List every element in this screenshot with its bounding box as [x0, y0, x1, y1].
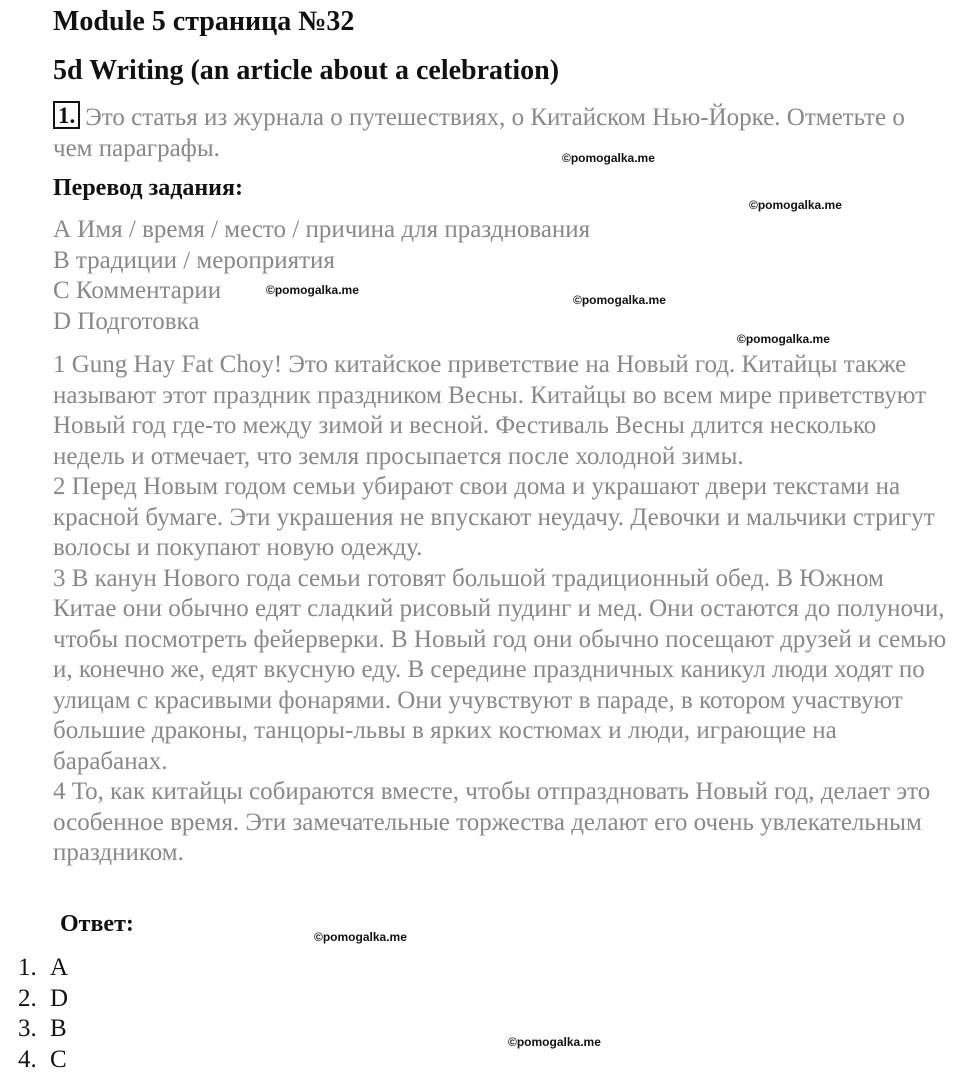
paragraph-2: 2 Перед Новым годом семьи убирают свои дома и украшают двери текстами на красной бумаге. Эти украшения не впускают неудачу. Девочки и мальчики стригут волосы и покупают новую одежду.: [53, 473, 935, 561]
paragraph-3: 3 В канун Нового года семьи готовят большой традиционный обед. В Южном Китае они обычно едят сладкий рисовый пудинг и мед. Они остаются до полуночи, чтобы посмотреть фейерверки. В Новый год они обычно посещают друзей и семью и, конечно же, едят вкусную еду. В середине праздничных каникул люди ходят по улицам с красивыми фонарями. Они учувствуют в параде, в котором участвуют большие драконы, танцоры-львы в ярких костюмах и люди, играющие на барабанах.: [53, 564, 947, 775]
watermark: ©pomogalka.me: [508, 1035, 601, 1049]
answer-item: [18, 984, 68, 1015]
answer-item: [18, 1045, 68, 1076]
answer-value: D: [50, 984, 69, 1012]
answer-number: 3.: [18, 1015, 37, 1042]
answer-number: 1.: [18, 954, 37, 981]
article-text: [53, 350, 953, 869]
watermark: ©pomogalka.me: [314, 930, 407, 944]
answer-number: 4.: [18, 1045, 37, 1073]
answer-value: A: [50, 954, 69, 981]
watermark: ©pomogalka.me: [573, 293, 666, 307]
answer-item: [18, 1014, 68, 1045]
watermark: ©pomogalka.me: [749, 198, 842, 212]
page-title: Module 5 страница №32: [53, 6, 355, 37]
options-list: [53, 215, 590, 337]
answer-value: C: [50, 1045, 67, 1073]
task-text: Это статья из журнала о путешествиях, о Китайском Нью-Йорке. Отметьте о чем параграфы.: [53, 104, 905, 162]
task-instruction: [53, 101, 933, 164]
answer-item: [18, 953, 68, 984]
option-d: D Подготовка: [53, 307, 200, 335]
answer-value: B: [50, 1015, 67, 1042]
paragraph-4: 4 То, как китайцы собираются вместе, чтобы отпраздновать Новый год, делает это особенное время. Эти замечательные торжества делают его очень увлекательным праздником.: [53, 778, 931, 866]
paragraph-1: 1 Gung Hay Fat Choy! Это китайское приветствие на Новый год. Китайцы также называют этот праздник праздником Весны. Китайцы во всем мире приветствуют Новый год где-то между зимой и весной. Фестиваль Весны длится несколько недель и отмечает, что земля просыпается после холодной зимы.: [53, 351, 927, 470]
watermark: ©pomogalka.me: [266, 283, 359, 297]
answer-number: 2.: [18, 984, 37, 1012]
option-a: А Имя / время / место / причина для празднования: [53, 216, 591, 243]
answer-heading: Ответ:: [60, 911, 134, 937]
watermark: ©pomogalka.me: [562, 151, 655, 165]
task-number-badge: 1.: [53, 101, 80, 129]
answer-list: [18, 953, 68, 1075]
option-c: С Комментарии: [53, 277, 222, 304]
option-b: В традиции / мероприятия: [53, 246, 335, 274]
watermark: ©pomogalka.me: [737, 332, 830, 346]
translation-heading: Перевод задания:: [53, 175, 243, 201]
section-subtitle: 5d Writing (an article about a celebration): [53, 55, 560, 86]
